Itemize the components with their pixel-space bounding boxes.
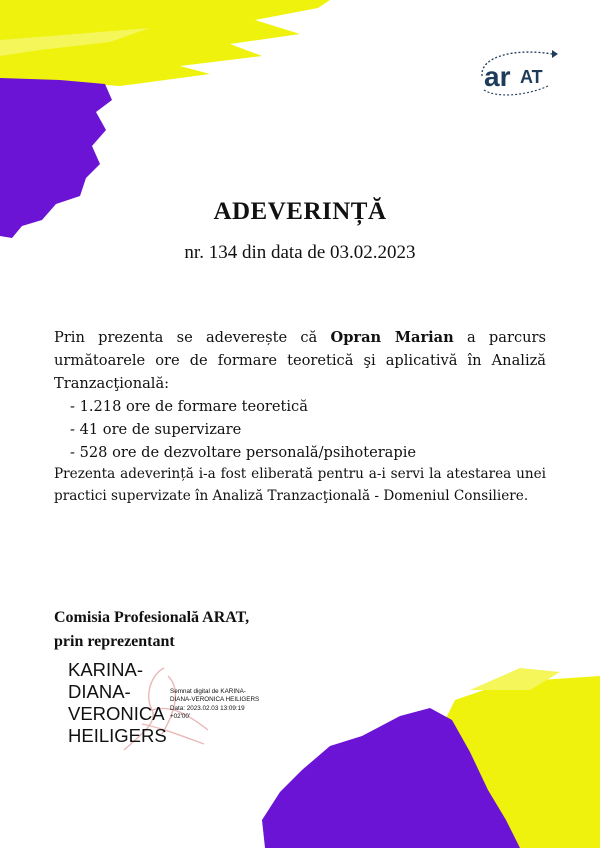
digital-signature-line: +02'00' [170, 713, 191, 721]
logo-text-ar: ar [484, 61, 511, 92]
document-number: nr. 134 din data de 03.02.2023 [184, 242, 416, 263]
recipient-name: Opran Marian [330, 329, 454, 346]
certificate-body [54, 326, 546, 464]
arat-logo [476, 46, 560, 98]
intro-text-after: a parcurs următoarele ore de formare teoretică şi aplicativă în Analiză Tranzacţională: [54, 329, 546, 392]
issuer-name: Comisia Profesională ARAT, [54, 609, 250, 626]
hours-list [54, 395, 546, 464]
signer-name-line: HEILIGERS [68, 725, 167, 746]
digital-signature-line: DIANA-VERONICA HEILIGERS [170, 696, 260, 704]
issuer-representative-label: prin reprezentant [54, 633, 175, 650]
digital-signature-info [170, 688, 270, 722]
logo-orbit-arrow [552, 50, 558, 58]
intro-text-before: Prin prezenta se adeverește că [54, 329, 331, 346]
issuer-block [54, 606, 249, 654]
signer-name-line: VERONICA [68, 703, 165, 724]
signer-name-line: KARINA- [68, 659, 144, 680]
signer-name-line: DIANA- [68, 681, 131, 702]
document-title: ADEVERINȚĂ [213, 198, 387, 225]
hours-item-theory: - 1.218 ore de formare teoretică [70, 395, 546, 418]
hours-item-development: - 528 ore de dezvoltare personală/psihoterapie [70, 441, 546, 464]
digital-signature-line: Data: 2023.02.03 13:09:19 [170, 704, 245, 712]
hours-item-supervision: - 41 ore de supervizare [70, 418, 546, 441]
logo-text-at: AT [520, 67, 543, 87]
certificate-note: Prezenta adeverință i-a fost eliberată pentru a-i servi la atestarea unei practici supervizate în Analiză Tranzacţională - Domeniul Consiliere. [54, 466, 546, 504]
signer-name [68, 659, 168, 747]
digital-signature-line: Semnat digital de KARINA- [170, 688, 246, 695]
